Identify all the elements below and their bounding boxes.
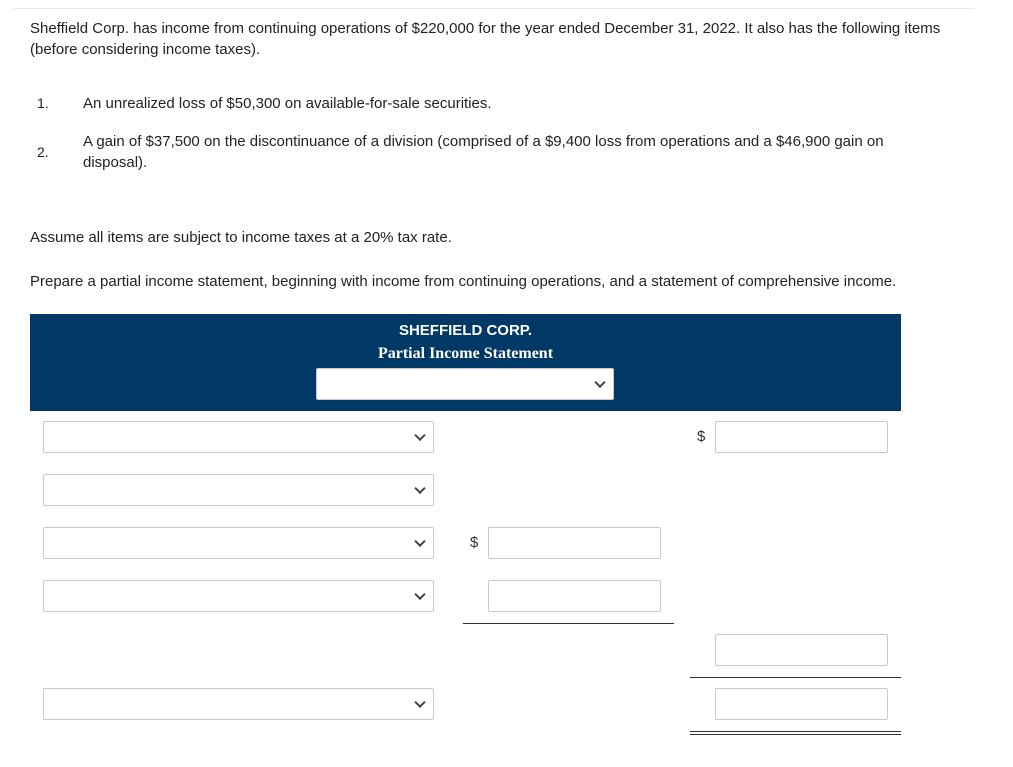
tax-note: Assume all items are subject to income taxes at a 20% tax rate. <box>30 229 452 246</box>
top-divider <box>14 8 974 9</box>
currency-symbol: $ <box>470 534 479 551</box>
item-text-2: A gain of $37,500 on the discontinuance of a division (comprised of a $9,400 loss from operations and a $46,900 gain on disposal). <box>83 133 884 171</box>
row-3-inner-amount-input[interactable] <box>488 527 661 559</box>
problem-intro: Sheffield Corp. has income from continuing operations of $220,000 for the year ended December 31, 2022. It also has the following items (before considering income taxes). <box>30 20 941 58</box>
instruction: Prepare a partial income statement, beginning with income from continuing operations, and a statement of comprehensive income. <box>30 273 897 290</box>
total-rule <box>690 677 901 678</box>
company-name: SHEFFIELD CORP. <box>398 322 533 339</box>
chevron-down-icon <box>594 377 605 388</box>
row-6-outer-amount-input[interactable] <box>715 688 888 720</box>
statement-title: Partial Income Statement <box>377 345 554 362</box>
double-rule-bottom <box>690 734 901 735</box>
row-5-outer-amount-input[interactable] <box>715 634 888 666</box>
period-select[interactable] <box>316 368 614 400</box>
item-number-1: 1. <box>37 95 49 111</box>
chevron-down-icon <box>414 697 425 708</box>
item-number-2: 2. <box>37 144 49 160</box>
subtotal-rule <box>463 623 674 624</box>
double-rule-top <box>690 731 901 732</box>
row-3-label-select[interactable] <box>43 527 434 559</box>
row-4-label-select[interactable] <box>43 580 434 612</box>
row-1-outer-amount-input[interactable] <box>715 421 888 453</box>
row-6-label-select[interactable] <box>43 688 434 720</box>
row-2-label-select[interactable] <box>43 474 434 506</box>
currency-symbol: $ <box>697 428 706 445</box>
chevron-down-icon <box>414 430 425 441</box>
chevron-down-icon <box>414 483 425 494</box>
item-text-1: An unrealized loss of $50,300 on available-for-sale securities. <box>83 95 492 112</box>
chevron-down-icon <box>414 589 425 600</box>
row-4-inner-amount-input[interactable] <box>488 580 661 612</box>
row-1-label-select[interactable] <box>43 421 434 453</box>
chevron-down-icon <box>414 536 425 547</box>
